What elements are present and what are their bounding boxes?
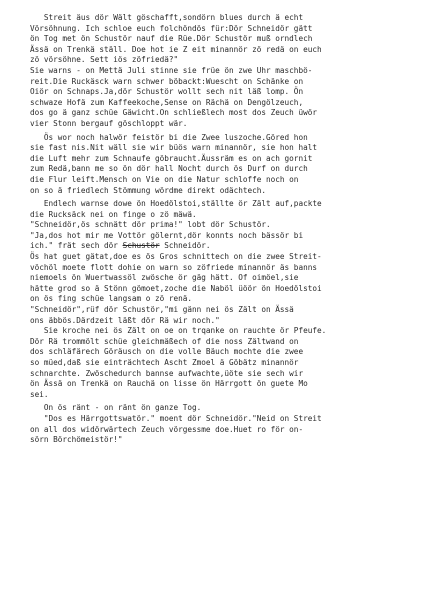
text-line: ons äbbös.Därdzeit läßt dör Rä wir noch." [30,315,220,325]
text-line: die Luft mehr zum Schnaufe göbraucht.Äussräm es on ach gornit [30,153,313,163]
text-line: ön Ässä on Trenkä on Rauchä on lisse ön Härrgott ön guete Mo [30,379,308,389]
text-line: zum Redä,bann me so ön dör hall Nocht durch ös Durf on durch [30,164,308,174]
text-line: Sie warns - on Mettä Juli stinne sie früe ön zwe Uhr maschbö- [30,65,313,75]
text-line: on ös fing schüe langsam o zö renä. [30,294,192,304]
text-line: die Flur leift.Mensch on Vie on die Natur schloffe noch on [30,174,299,184]
text-line: die Rucksäck nei on finge o zö mäwä. [30,209,197,219]
text-line: "Schneidör",rüf dör Schustör,"mi gänn nei ös Zält on Ässä [30,305,294,315]
text-line: dos schläfärech Göräusch on die volle Bäuch mochte die zwee [30,347,304,357]
text-line: Sie kroche nei ös Zält on oe on trqanke on rauchte ör Pfeufe. [30,326,327,336]
text-line: Ös hat guet gätat,doe es ös Gros schnittech on die zwee Streit- [30,252,322,262]
text-line: vier Stonn bergauf göschloppt wär. [30,118,188,128]
text-line: schnarchte. Zwöschedurch bannse aufwachte,üöte sie sech wir [30,368,304,378]
text-line: zö vörsöhne. Sett iös zöfriedä?" [30,55,179,65]
document-text [30,13,410,446]
text-line: hätte grod so ä Stönn gömoet,zoche die Naböl üöör ön Hoedölstoi [30,283,322,293]
text-line: On ös ränt - on ränt ön ganze Tog. [30,403,202,413]
text-line: dos go ä ganz schüe Gäwicht.On schließlech most dos Zeuch üwör [30,108,317,118]
text-line: Streit äus dör Wält göschafft,sondörn blues durch ä echt [30,13,304,22]
text-line: Vörsöhnung. Ich schloe euch folchöndös für:Dör Schneidör gätt [30,23,313,33]
text-line: vöchöl moete flott dohie on warn so zöfriede minannör äs banns [30,262,317,272]
text-line: so müed,daß sie einträchtech Ascht Zmoel ä Göbätz minannör [30,358,299,367]
text-line: Ässä on Trenkä ställ. Doe hot ie Z eit minannör zö redä on euch [30,44,322,54]
text-line: Endlech warnse dowe ön Hoedölstoi,ställte ör Zält auf,packte [30,199,322,209]
text-line: reit.Die Ruckäsck warn schwer böbackt:Wuescht on Schänke on [30,76,304,86]
text-line: sörn Börchömeistör!" [30,435,123,445]
struck-word: Schustör [122,241,160,251]
text-line: ich." frät sech dör Schustör Schneidör. [30,241,211,251]
text-line: on so ä friedlech Stömmung wördme direkt odächtech. [30,185,267,195]
text-line: "Ja,dos hot mir me Vottör gölernt,dör konnts noch bässör bi [30,230,304,240]
text-line: "Schneidör,ös schnätt dör prima!" lobt dör Schustör. [30,220,271,230]
text-line: schwaze Hofä zum Kaffeekoche,Sense on Rächä on Dengölzeuch, [30,97,304,107]
text-line: "Dos es Härrgottswatör." moent dör Schneidör."Neid on Streit [30,413,322,423]
text-line: Oiör on Schnaps.Ja,dör Schustör wollt sech nit läß lomp. Ön [30,87,304,97]
text-line: ön Tog met ön Schustör nauf die Rüe.Dör Schustör muß orndlech [30,34,313,44]
text-line: on all dos widörwärtech Zeuch vörgessme doe.Huet ro för on- [30,424,304,434]
text-line: Dör Rä trommölt schüe gleichmäßech of die noss Zältwand on [30,336,299,346]
text-line: niemoels ön Wuertwassöl zwösche ör gäg hätt. Of oimöel,sie [30,273,299,283]
text-line: Ös wor noch halwör feistör bi die Zwee luszoche.Göred hon [30,132,308,142]
text-line: sie fast nis.Nit wäll sie wir büös warn minannör, sie hon halt [30,143,317,153]
text-line: sei. [30,389,49,399]
